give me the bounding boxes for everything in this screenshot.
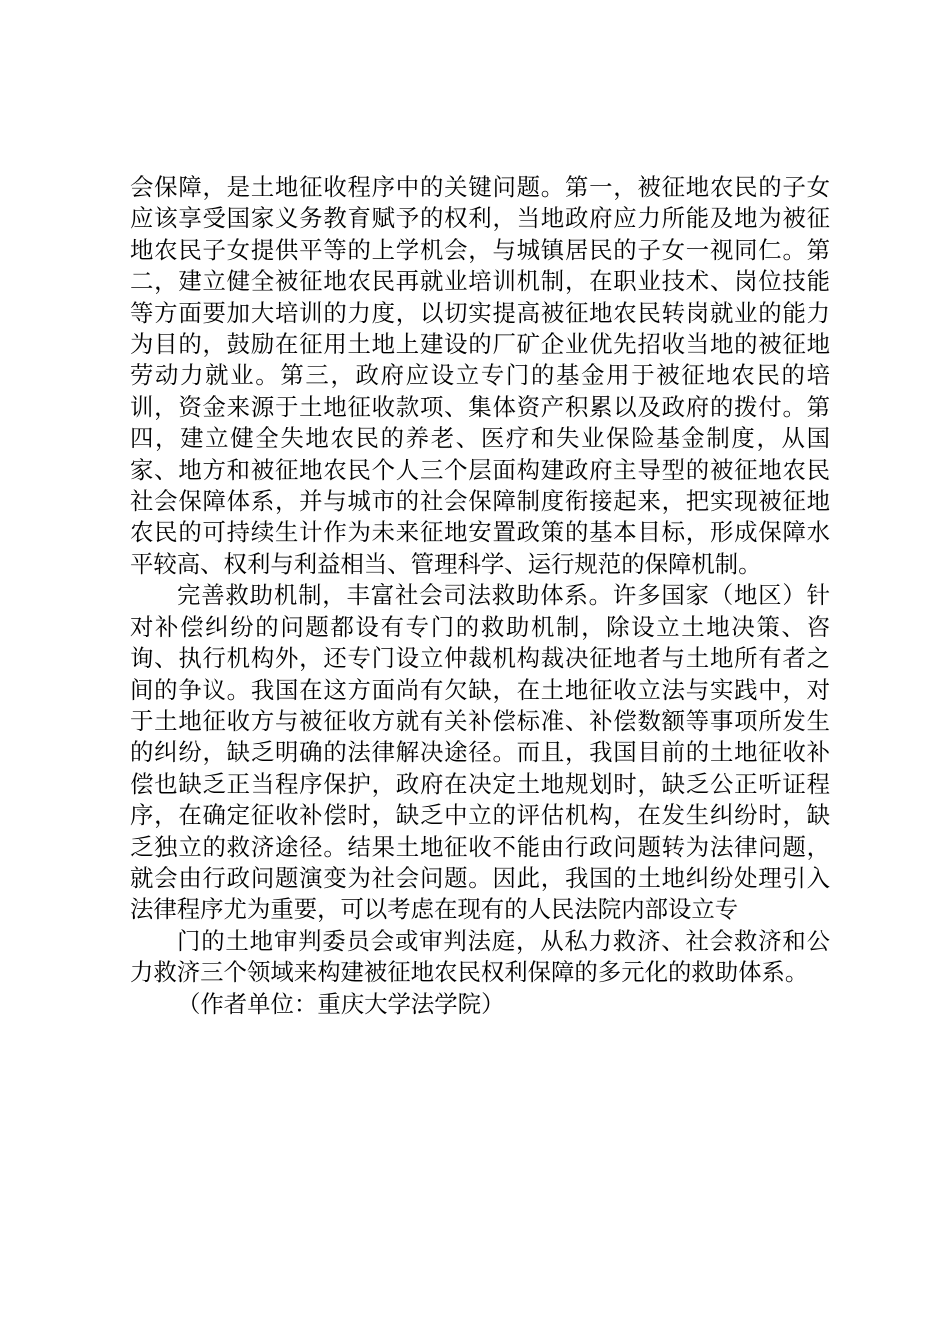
body-text (130, 172, 830, 1020)
author-affiliation: （作者单位：重庆大学法学院） (177, 989, 505, 1018)
paragraph-relief-mechanism: 完善救助机制，丰富社会司法救助体系。许多国家（地区）针对补偿纠纷的问题都设有专门的救助机制，除设立土地决策、咨询、执行机构外，还专门设立仲裁机构裁决征地者与土地所有者之间的争议。我国在这方面尚有欠缺，在土地征收立法与实践中，对于土地征收方与被征收方就有关补偿标准、补偿数额等事项所发生的纠纷，缺乏明确的法律解决途径。而且，我国目前的土地征收补偿也缺乏正当程序保护，政府在决定土地规划时，缺乏公正听证程序，在确定征收补偿时，缺乏中立的评估机构，在发生纠纷时，缺乏独立的救济途径。结果土地征收不能由行政问题转为法律问题，就会由行政问题演变为社会问题。因此，我国的土地纠纷处理引入法律程序尤为重要，可以考虑在现有的人民法院内部设立专 (130, 581, 830, 924)
paragraph-relief-system: 门的土地审判委员会或审判法庭，从私力救济、社会救济和公力救济三个领域来构建被征地农民权利保障的多元化的救助体系。 (130, 926, 830, 987)
paragraph-social-security: 会保障，是土地征收程序中的关键问题。第一，被征地农民的子女应该享受国家义务教育赋予的权利，当地政府应力所能及地为被征地农民子女提供平等的上学机会，与城镇居民的子女一视同仁。第二，建立健全被征地农民再就业培训机制，在职业技术、岗位技能等方面要加大培训的力度，以切实提高被征地农民转岗就业的能力为目的，鼓励在征用土地上建设的厂矿企业优先招收当地的被征地劳动力就业。第三，政府应设立专门的基金用于被征地农民的培训，资金来源于土地征收款项、集体资产积累以及政府的拨付。第四，建立健全失地农民的养老、医疗和失业保险基金制度，从国家、地方和被征地农民个人三个层面构建政府主导型的被征地农民社会保障体系，并与城市的社会保障制度衔接起来，把实现被征地农民的可持续生计作为未来征地安置政策的基本目标，形成保障水平较高、权利与利益相当、管理科学、运行规范的保障机制。 (130, 173, 830, 578)
